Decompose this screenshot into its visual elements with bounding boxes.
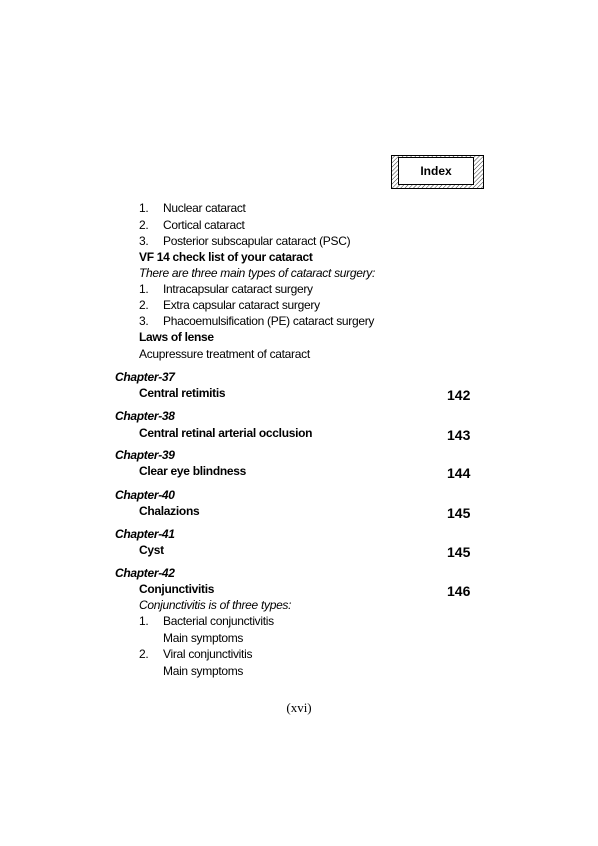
chapter-title: Cyst (139, 543, 164, 557)
chapter-title: Central retimitis (139, 386, 226, 400)
checklist-heading: VF 14 check list of your cataract (139, 250, 313, 264)
page-number: (xvi) (286, 700, 312, 715)
chapter-label: Chapter-38 (115, 409, 175, 423)
chapter-title: Clear eye blindness (139, 464, 247, 478)
chapter-label: Chapter-41 (115, 527, 175, 541)
chapter-page: 143 (447, 427, 471, 443)
chapter-page: 146 (447, 583, 471, 599)
list-subitem: Main symptoms (163, 631, 244, 645)
chapter-title: Conjunctivitis (139, 582, 215, 596)
chapter-page: 142 (447, 387, 471, 403)
list-subitem: Main symptoms (163, 664, 244, 678)
chapter-label: Chapter-37 (115, 370, 175, 384)
chapter-title: Central retinal arterial occlusion (139, 426, 313, 440)
index-label: Index (399, 158, 473, 184)
chapter-page: 145 (447, 544, 471, 560)
acupressure-entry: Acupressure treatment of cataract (139, 347, 310, 361)
laws-heading: Laws of lense (139, 330, 214, 344)
index-badge (391, 155, 484, 189)
chapter-page: 145 (447, 505, 471, 521)
chapter-label: Chapter-42 (115, 566, 175, 580)
surgery-intro: There are three main types of cataract surgery: (139, 266, 376, 280)
chapter-page: 144 (447, 465, 471, 481)
chapter-label: Chapter-40 (115, 488, 175, 502)
chapter-label: Chapter-39 (115, 448, 175, 462)
chapter-title: Chalazions (139, 504, 200, 518)
conjunctivitis-intro: Conjunctivitis is of three types: (139, 598, 292, 612)
